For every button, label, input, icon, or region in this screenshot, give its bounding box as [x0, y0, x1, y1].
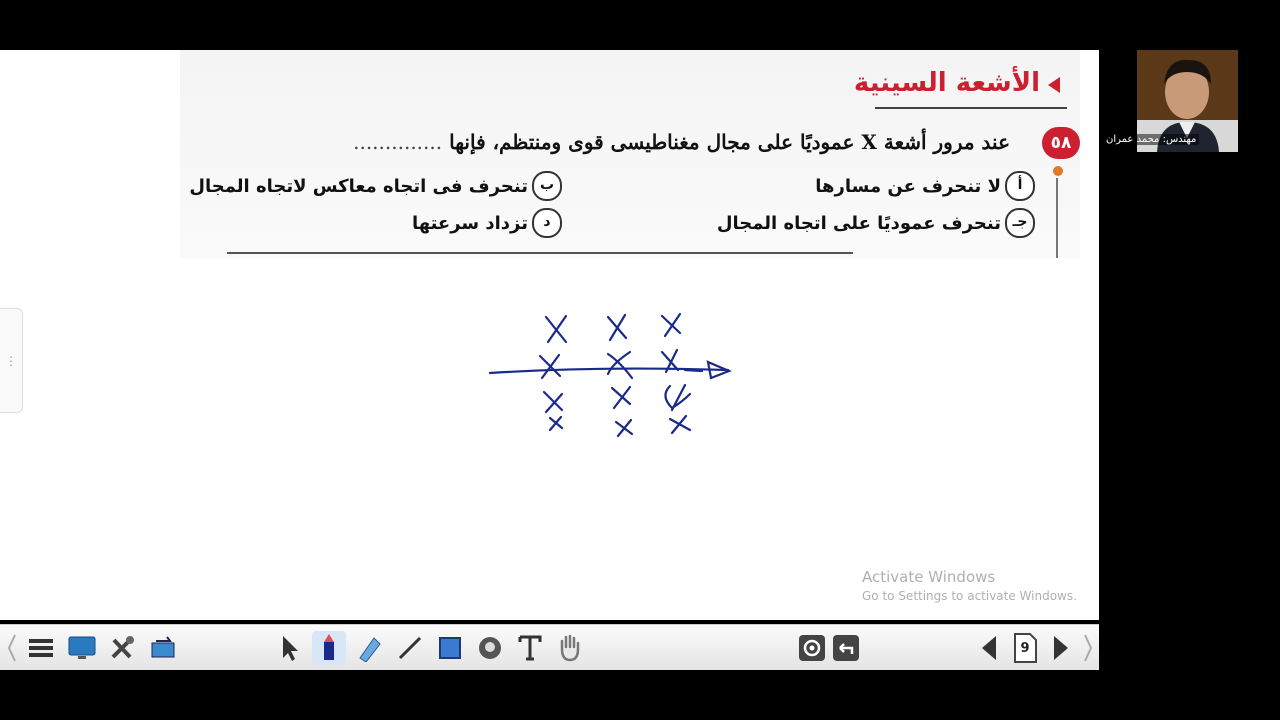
select-tool-button[interactable]	[273, 631, 307, 665]
pen-tool-button[interactable]	[312, 631, 346, 665]
section-heading: الأشعة السينية	[853, 68, 1040, 98]
shape-tool-button[interactable]	[433, 631, 467, 665]
question-panel	[180, 50, 1080, 258]
question-blank: ..............	[353, 130, 443, 154]
line-tool-button[interactable]	[393, 631, 427, 665]
hand-icon	[556, 633, 584, 663]
toolbar-collapse-right[interactable]	[1080, 631, 1096, 665]
text-tool-button[interactable]	[513, 631, 547, 665]
text-t-icon	[517, 634, 543, 662]
toolbar-collapse-left[interactable]	[4, 631, 20, 665]
option-a	[815, 171, 1035, 201]
handwritten-sketch	[480, 300, 750, 500]
bottom-black-bar	[0, 670, 1280, 720]
field-cross	[608, 315, 626, 340]
option-b-text: تنحرف فى اتجاه معاكس لاتجاه المجال	[189, 175, 528, 197]
field-cross	[546, 316, 566, 342]
cursor-arrow-icon	[278, 634, 302, 662]
field-cross	[550, 417, 562, 430]
presenter-name: مهندس: محمد عمران	[1103, 134, 1199, 145]
monitor-icon	[67, 635, 97, 661]
settings-button[interactable]	[795, 631, 829, 665]
field-cross	[662, 314, 680, 336]
menu-icon	[27, 636, 55, 660]
field-cross	[616, 420, 632, 436]
switch-screen-button[interactable]	[146, 631, 180, 665]
chevron-left-icon	[7, 633, 17, 663]
pencil-icon	[317, 632, 341, 664]
watermark-subtitle: Go to Settings to activate Windows.	[862, 589, 1077, 603]
field-cross	[670, 416, 690, 433]
option-a-text: لا تنحرف عن مسارها	[815, 175, 1001, 197]
undo-button[interactable]	[829, 631, 863, 665]
options-divider	[1056, 178, 1058, 258]
option-b	[189, 171, 562, 201]
eraser-tool-button[interactable]	[473, 631, 507, 665]
option-c-text: تنحرف عموديًا على اتجاه المجال	[716, 212, 1001, 234]
webcam-overlay	[1099, 50, 1280, 152]
tools-button[interactable]	[105, 631, 139, 665]
field-cross	[544, 392, 562, 412]
next-page-button[interactable]	[1044, 631, 1078, 665]
field-cross	[540, 355, 560, 378]
question-text	[353, 130, 1010, 154]
ray-dash	[685, 370, 702, 371]
option-a-letter: أ	[1005, 171, 1035, 201]
option-c	[717, 208, 1035, 238]
whiteboard-canvas[interactable]	[0, 50, 1099, 620]
field-cross	[612, 387, 630, 408]
page-number: 9	[1020, 640, 1030, 656]
question-separator	[227, 252, 853, 254]
side-handle-icon: ⋮	[5, 353, 17, 368]
pan-tool-button[interactable]	[553, 631, 587, 665]
side-panel-toggle[interactable]	[0, 308, 23, 413]
switch-screen-icon	[148, 635, 178, 661]
menu-button[interactable]	[24, 631, 58, 665]
previous-page-button[interactable]	[972, 631, 1006, 665]
question-number-badge: ٥٨	[1042, 127, 1080, 159]
rectangle-icon	[437, 635, 463, 661]
triangle-left-icon	[979, 634, 999, 662]
triangle-right-icon	[1051, 634, 1071, 662]
chevron-right-icon	[1083, 633, 1093, 663]
field-cross	[608, 352, 632, 378]
undo-icon	[832, 634, 860, 662]
option-d	[412, 208, 562, 238]
option-c-letter: جـ	[1005, 208, 1035, 238]
whiteboard-toolbar	[0, 624, 1099, 671]
activate-windows-watermark	[862, 568, 1077, 603]
line-icon	[397, 635, 423, 661]
tools-icon	[108, 634, 136, 662]
question-body: عند مرور أشعة X عموديًا على مجال مغناطيسى قوى ومنتظم، فإنها	[449, 130, 1010, 154]
option-d-letter: د	[532, 208, 562, 238]
option-b-letter: ب	[532, 171, 562, 201]
display-button[interactable]	[65, 631, 99, 665]
eraser-icon	[476, 634, 504, 662]
page-indicator[interactable]	[1008, 631, 1042, 665]
right-black-area	[1099, 152, 1280, 670]
top-black-bar	[0, 0, 1280, 50]
bullet-dot	[1053, 166, 1063, 176]
target-settings-icon	[798, 634, 826, 662]
highlighter-icon	[356, 634, 384, 662]
heading-marker-icon	[1048, 77, 1060, 93]
option-d-text: تزداد سرعتها	[411, 212, 528, 234]
highlighter-tool-button[interactable]	[353, 631, 387, 665]
heading-underline	[875, 107, 1067, 109]
field-cross	[665, 385, 690, 410]
watermark-title: Activate Windows	[862, 568, 996, 586]
